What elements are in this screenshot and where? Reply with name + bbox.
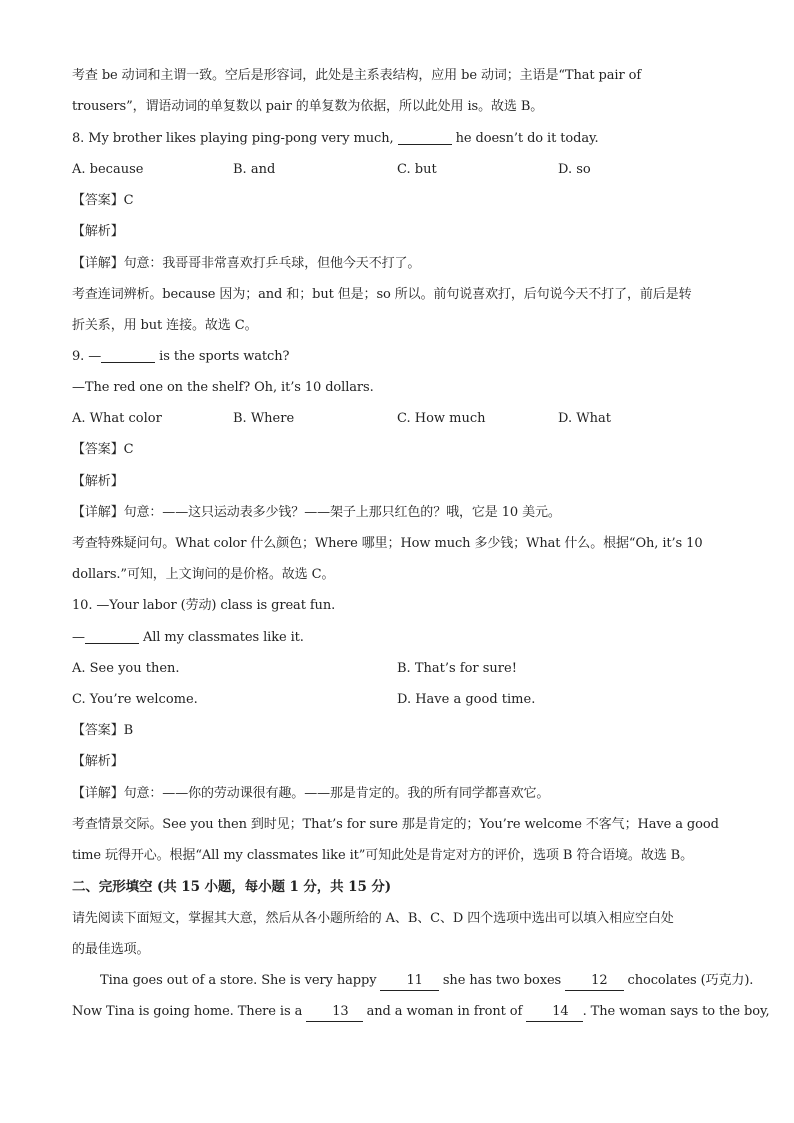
question-10-reply: — All my classmates like it. — [72, 630, 304, 645]
passage-line: Now Tina is going home. There is a 13 and a woman in front of 14 . The woman says to the boy, — [72, 1003, 734, 1022]
question-10: 10. —Your labor (劳动) class is great fun. — [72, 598, 336, 613]
q9-analysis-label: 【解析】 — [72, 474, 124, 489]
q8-option-b: B. and — [233, 162, 276, 177]
explanation-line: trousers”，谓语动词的单复数以 pair 的单复数为依据，所以此处用 is。故选 B。 — [72, 99, 544, 114]
q10-option-c: C. You’re welcome. — [72, 692, 198, 707]
q10-explanation: 考查情景交际。See you then 到时见；That’s for sure 那是肯定的；You’re welcome 不客气；Have a good — [72, 817, 719, 832]
answer-blank — [85, 629, 139, 644]
q9-explanation: dollars.”可知，上文询问的是价格。故选 C。 — [72, 567, 335, 582]
q8-analysis-label: 【解析】 — [72, 224, 124, 239]
answer-blank — [101, 348, 155, 363]
cloze-blank-13: 13 — [306, 1003, 362, 1022]
cloze-blank-11: 11 — [380, 972, 438, 991]
question-8: 8. My brother likes playing ping-pong very much, he doesn’t do it today. — [72, 131, 599, 146]
q10-option-d: D. Have a good time. — [397, 692, 536, 707]
q8-option-a: A. because — [72, 162, 144, 177]
q9-option-a: A. What color — [72, 411, 162, 426]
question-9-reply: —The red one on the shelf? Oh, it’s 10 dollars. — [72, 380, 374, 395]
q8-explanation: 折关系，用 but 连接。故选 C。 — [72, 318, 258, 333]
section-title: 二、完形填空 (共 15 小题，每小题 1 分，共 15 分) — [72, 879, 392, 895]
q9-option-b: B. Where — [233, 411, 295, 426]
q10-detail: 【详解】句意：——你的劳动课很有趣。——那是肯定的。我的所有同学都喜欢它。 — [72, 786, 550, 801]
q10-option-b: B. That’s for sure! — [397, 661, 517, 676]
q10-option-a: A. See you then. — [72, 661, 180, 676]
section-instructions: 请先阅读下面短文，掌握其大意，然后从各小题所给的 A、B、C、D 四个选项中选出可以填入相应空白处 — [72, 911, 674, 926]
question-9: 9. — is the sports watch? — [72, 349, 290, 364]
q9-detail: 【详解】句意：——这只运动表多少钱？——架子上那只红色的？哦，它是 10 美元。 — [72, 505, 561, 520]
answer-blank — [398, 130, 452, 145]
section-instructions: 的最佳选项。 — [72, 942, 150, 957]
q9-option-c: C. How much — [397, 411, 486, 426]
cloze-blank-14: 14 — [526, 1003, 582, 1022]
q10-analysis-label: 【解析】 — [72, 754, 124, 769]
q8-answer: 【答案】C — [72, 193, 134, 208]
q10-explanation: time 玩得开心。根据“All my classmates like it”可知此处是肯定对方的评价，选项 B 符合语境。故选 B。 — [72, 848, 694, 863]
q9-answer: 【答案】C — [72, 442, 134, 457]
explanation-line: 考查 be 动词和主谓一致。空后是形容词，此处是主系表结构，应用 be 动词；主语是“That pair of — [72, 68, 642, 83]
q8-option-c: C. but — [397, 162, 437, 177]
q8-option-d: D. so — [558, 162, 591, 177]
q10-answer: 【答案】B — [72, 723, 134, 738]
q8-explanation: 考查连词辨析。because 因为；and 和；but 但是；so 所以。前句说喜欢打，后句说今天不打了，前后是转 — [72, 287, 692, 302]
q9-explanation: 考查特殊疑问句。What color 什么颜色；Where 哪里；How much 多少钱；What 什么。根据“Oh, it’s 10 — [72, 536, 703, 551]
passage-line: Tina goes out of a store. She is very happy 11 she has two boxes 12 chocolates (巧克力). — [100, 972, 734, 991]
cloze-blank-12: 12 — [565, 972, 623, 991]
q9-option-d: D. What — [558, 411, 611, 426]
q8-detail: 【详解】句意：我哥哥非常喜欢打乒乓球，但他今天不打了。 — [72, 256, 421, 271]
